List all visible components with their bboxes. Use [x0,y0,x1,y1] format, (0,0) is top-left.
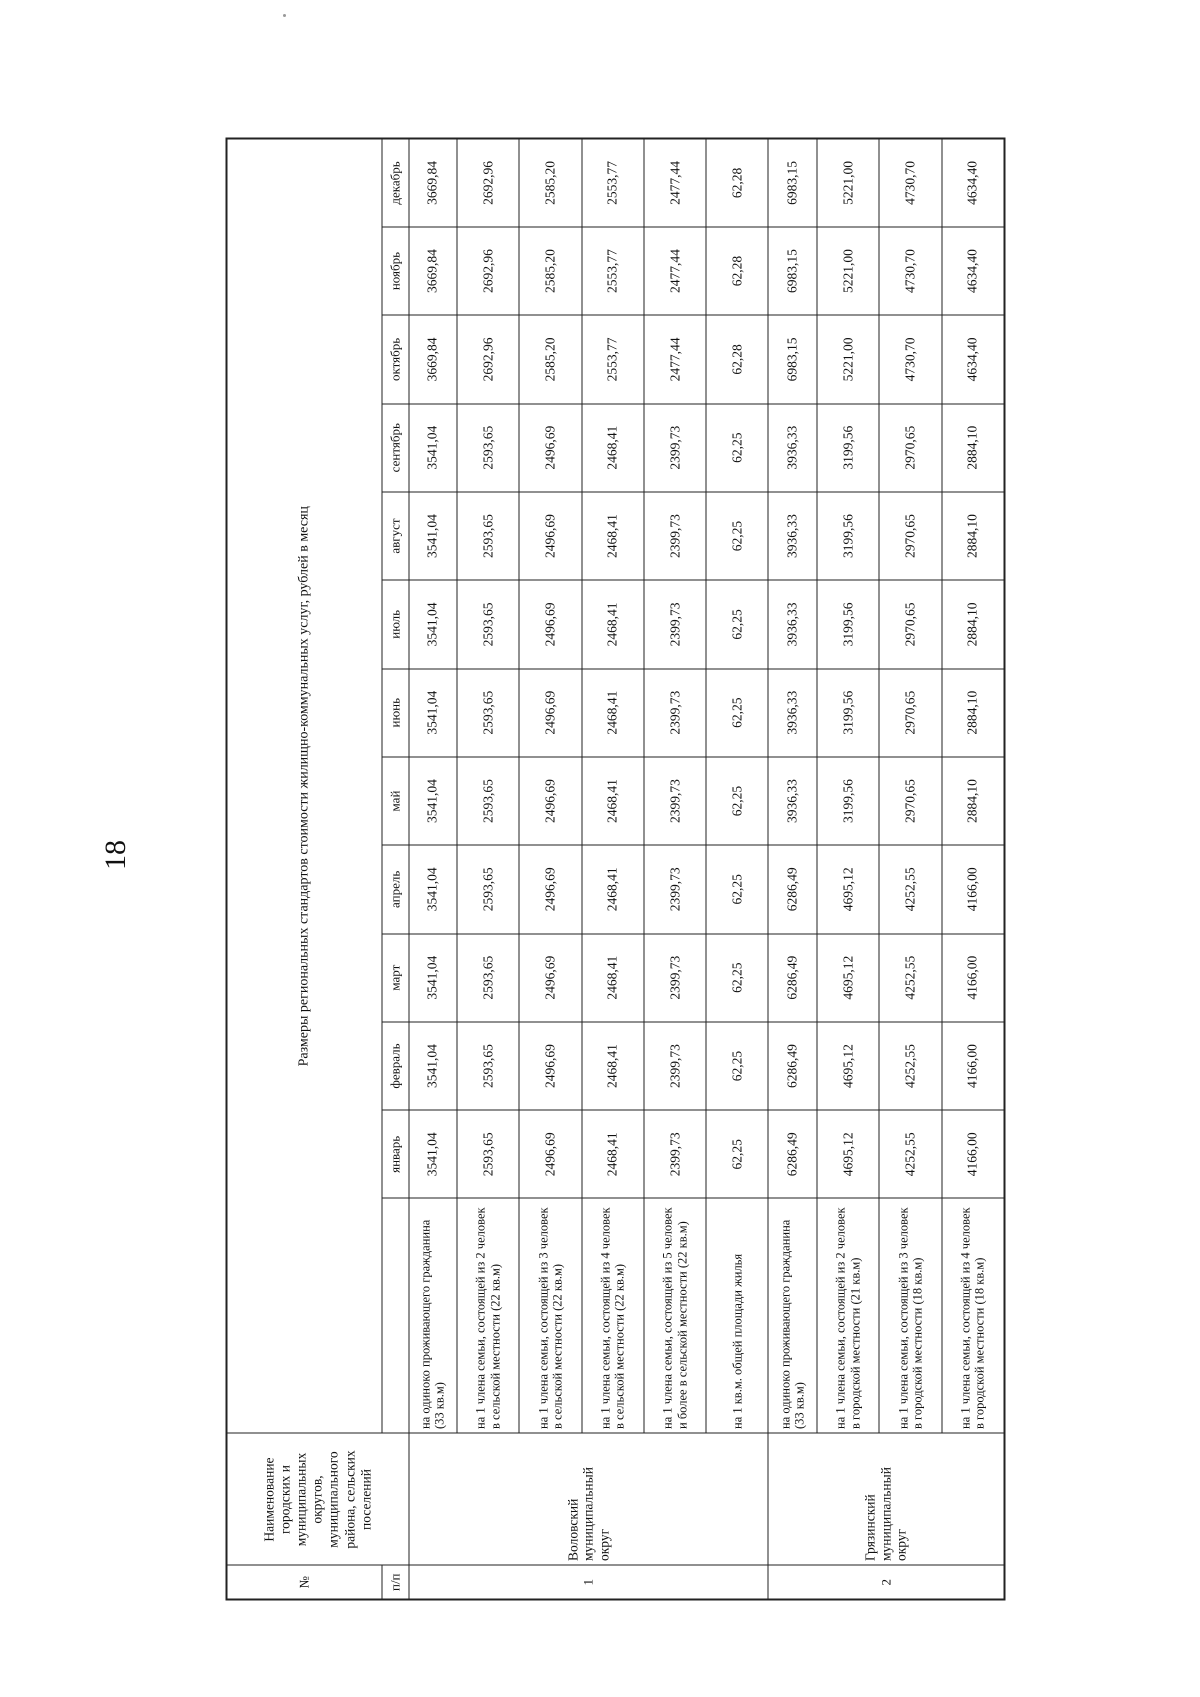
value-cell: 4695,12 [817,845,879,933]
value-cell: 4730,70 [879,138,941,226]
header-month: сентябрь [381,403,408,491]
header-month: март [381,933,408,1021]
value-cell: 4166,00 [941,1021,1004,1109]
value-cell: 2399,73 [643,756,705,844]
utility-cost-standards-table [225,137,1005,1600]
value-cell: 62,25 [706,845,768,933]
value-cell: 2884,10 [941,580,1004,668]
value-cell: 4166,00 [941,845,1004,933]
value-cell: 2970,65 [879,403,941,491]
value-cell: 2970,65 [879,756,941,844]
header-np: п/п [381,1565,408,1599]
value-cell: 2496,69 [519,845,581,933]
value-cell: 5221,00 [817,315,879,403]
value-cell: 4252,55 [879,933,941,1021]
value-cell: 2496,69 [519,403,581,491]
header-month: май [381,756,408,844]
value-cell: 2477,44 [643,138,705,226]
value-cell: 2593,65 [457,756,519,844]
header-month: январь [381,1110,408,1198]
category-cell: на 1 члена семьи, состоящей из 3 человек в городской местности (18 кв.м) [879,1198,941,1433]
table-row [643,138,705,1599]
value-cell: 3541,04 [408,1110,457,1198]
value-cell: 4252,55 [879,1021,941,1109]
header-month: август [381,491,408,579]
value-cell: 2593,65 [457,491,519,579]
header-month: октябрь [381,315,408,403]
value-cell: 4695,12 [817,1021,879,1109]
value-cell: 4634,40 [941,138,1004,226]
value-cell: 6286,49 [768,1021,817,1109]
value-cell: 2585,20 [519,315,581,403]
value-cell: 4166,00 [941,1110,1004,1198]
value-cell: 2477,44 [643,226,705,314]
value-cell: 3199,56 [817,668,879,756]
value-cell: 2399,73 [643,933,705,1021]
header-month: июль [381,580,408,668]
value-cell: 4634,40 [941,226,1004,314]
value-cell: 62,25 [706,491,768,579]
value-cell: 2468,41 [581,845,643,933]
table-row [706,138,768,1599]
value-cell: 2399,73 [643,668,705,756]
value-cell: 2496,69 [519,668,581,756]
table-row [941,138,1004,1599]
group-number: 1 [408,1565,768,1599]
value-cell: 2970,65 [879,491,941,579]
category-cell: на 1 члена семьи, состоящей из 4 человек в городской местности (18 кв.м) [941,1198,1004,1433]
value-cell: 3936,33 [768,580,817,668]
value-cell: 2468,41 [581,1110,643,1198]
value-cell: 2496,69 [519,756,581,844]
value-cell: 2399,73 [643,1110,705,1198]
value-cell: 4634,40 [941,315,1004,403]
header-month: ноябрь [381,226,408,314]
value-cell: 3541,04 [408,1021,457,1109]
value-cell: 4252,55 [879,845,941,933]
value-cell: 5221,00 [817,226,879,314]
value-cell: 3199,56 [817,580,879,668]
value-cell: 2468,41 [581,491,643,579]
value-cell: 2593,65 [457,580,519,668]
value-cell: 62,28 [706,138,768,226]
value-cell: 6286,49 [768,1110,817,1198]
value-cell: 2496,69 [519,1021,581,1109]
value-cell: 2593,65 [457,668,519,756]
value-cell: 2468,41 [581,933,643,1021]
value-cell: 2399,73 [643,403,705,491]
value-cell: 4166,00 [941,933,1004,1021]
value-cell: 3936,33 [768,403,817,491]
value-cell: 2399,73 [643,845,705,933]
value-cell: 3199,56 [817,403,879,491]
category-cell: на 1 члена семьи, состоящей из 2 человек в сельской местности (22 кв.м) [457,1198,519,1433]
category-cell: на одиноко проживающего гражданина (33 кв.м) [408,1198,457,1433]
category-cell: на 1 члена семьи, состоящей из 2 человек в городской местности (21 кв.м) [817,1198,879,1433]
group-number: 2 [768,1565,1004,1599]
value-cell: 2553,77 [581,226,643,314]
value-cell: 2593,65 [457,1110,519,1198]
value-cell: 2884,10 [941,668,1004,756]
value-cell: 6983,15 [768,138,817,226]
header-num: № [226,1565,381,1599]
value-cell: 62,28 [706,315,768,403]
value-cell: 3541,04 [408,756,457,844]
category-cell: на 1 члена семьи, состоящей из 5 человек и более в сельской местности (22 кв.м) [643,1198,705,1433]
value-cell: 2884,10 [941,491,1004,579]
table-row [768,138,817,1599]
category-cell: на 1 члена семьи, состоящей из 3 человек в сельской местности (22 кв.м) [519,1198,581,1433]
category-cell: на одиноко проживающего гражданина (33 кв.м) [768,1198,817,1433]
value-cell: 3541,04 [408,668,457,756]
header-title: Размеры региональных стандартов стоимости жилищно-коммунальных услуг, рублей в месяц [226,138,381,1433]
value-cell: 3541,04 [408,933,457,1021]
value-cell: 2585,20 [519,226,581,314]
value-cell: 3669,84 [408,138,457,226]
value-cell: 2399,73 [643,580,705,668]
value-cell: 4695,12 [817,933,879,1021]
value-cell: 6286,49 [768,845,817,933]
page-number: 18 [99,840,132,870]
value-cell: 3669,84 [408,226,457,314]
table-row [581,138,643,1599]
value-cell: 2970,65 [879,580,941,668]
value-cell: 62,25 [706,403,768,491]
value-cell: 3936,33 [768,668,817,756]
category-cell: на 1 члена семьи, состоящей из 4 человек в сельской местности (22 кв.м) [581,1198,643,1433]
category-cell: на 1 кв.м. общей площади жилья [706,1198,768,1433]
value-cell: 3199,56 [817,491,879,579]
value-cell: 2593,65 [457,933,519,1021]
value-cell: 2593,65 [457,403,519,491]
value-cell: 62,25 [706,933,768,1021]
table-row [457,138,519,1599]
value-cell: 2496,69 [519,580,581,668]
municipality-name: Грязинский муниципальный округ [768,1433,1004,1565]
value-cell: 2593,65 [457,845,519,933]
value-cell: 3541,04 [408,491,457,579]
value-cell: 2468,41 [581,580,643,668]
value-cell: 2553,77 [581,138,643,226]
value-cell: 3936,33 [768,756,817,844]
value-cell: 62,25 [706,668,768,756]
value-cell: 4252,55 [879,1110,941,1198]
value-cell: 2399,73 [643,491,705,579]
value-cell: 2884,10 [941,403,1004,491]
value-cell: 4730,70 [879,226,941,314]
table-row [817,138,879,1599]
value-cell: 2468,41 [581,668,643,756]
header-month: декабрь [381,138,408,226]
value-cell: 2496,69 [519,491,581,579]
value-cell: 6286,49 [768,933,817,1021]
header-month: июнь [381,668,408,756]
value-cell: 3199,56 [817,756,879,844]
value-cell: 2970,65 [879,668,941,756]
scan-speck [283,14,286,17]
header-month: апрель [381,845,408,933]
value-cell: 4695,12 [817,1110,879,1198]
value-cell: 3936,33 [768,491,817,579]
value-cell: 2468,41 [581,1021,643,1109]
header-month: февраль [381,1021,408,1109]
value-cell: 6983,15 [768,315,817,403]
value-cell: 2692,96 [457,226,519,314]
rotated-table-container [225,137,1005,1600]
value-cell: 2496,69 [519,933,581,1021]
value-cell: 3669,84 [408,315,457,403]
value-cell: 2585,20 [519,138,581,226]
value-cell: 2553,77 [581,315,643,403]
value-cell: 62,28 [706,226,768,314]
value-cell: 2884,10 [941,756,1004,844]
header-municipality: Наименование городских и муниципальных округов, муниципального района, сельских поселений [226,1433,408,1565]
table-row [519,138,581,1599]
value-cell: 2399,73 [643,1021,705,1109]
value-cell: 2477,44 [643,315,705,403]
value-cell: 62,25 [706,1110,768,1198]
value-cell: 5221,00 [817,138,879,226]
value-cell: 62,25 [706,756,768,844]
table-row [408,138,457,1599]
table-row [879,138,941,1599]
value-cell: 2692,96 [457,315,519,403]
value-cell: 2496,69 [519,1110,581,1198]
value-cell: 6983,15 [768,226,817,314]
value-cell: 2593,65 [457,1021,519,1109]
municipality-name: Воловский муниципальный округ [408,1433,768,1565]
value-cell: 3541,04 [408,403,457,491]
value-cell: 62,25 [706,1021,768,1109]
value-cell: 3541,04 [408,580,457,668]
header-category-blank [381,1198,408,1433]
value-cell: 3541,04 [408,845,457,933]
value-cell: 4730,70 [879,315,941,403]
value-cell: 2468,41 [581,403,643,491]
value-cell: 62,25 [706,580,768,668]
value-cell: 2468,41 [581,756,643,844]
value-cell: 2692,96 [457,138,519,226]
